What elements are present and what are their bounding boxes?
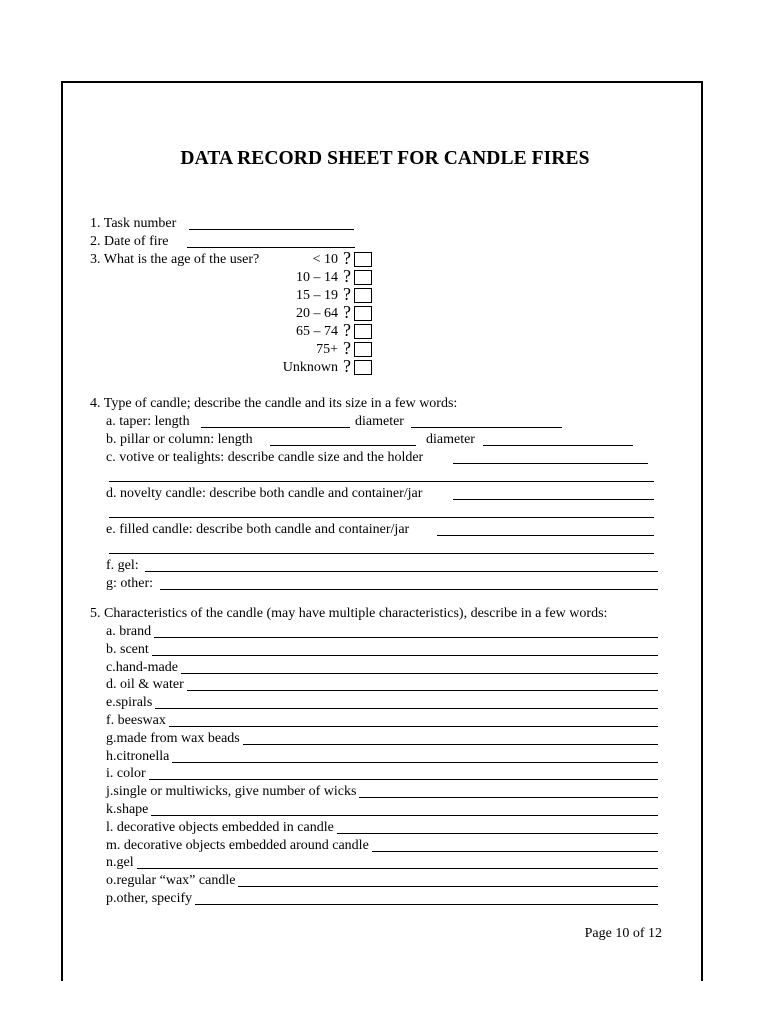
characteristic-blank[interactable] [137, 868, 658, 869]
characteristic-label: f. beeswax [106, 713, 166, 728]
date-of-fire-label: 2. Date of fire [90, 234, 169, 249]
page-number: Page 10 of 12 [584, 926, 662, 941]
characteristic-blank[interactable] [181, 673, 658, 674]
pillar-diameter-blank[interactable] [483, 445, 633, 446]
age-checkbox[interactable] [354, 288, 372, 303]
taper-length-blank[interactable] [201, 427, 350, 428]
characteristic-blank[interactable] [149, 779, 658, 780]
characteristic-blank[interactable] [151, 815, 658, 816]
age-question-mark: ? [343, 356, 351, 376]
novelty-label: d. novelty candle: describe both candle and container/jar [106, 486, 423, 501]
characteristic-label: l. decorative objects embedded in candle [106, 819, 334, 835]
age-option-label: 75+ [316, 342, 338, 357]
age-option-label: 15 – 19 [296, 288, 338, 303]
age-question-mark: ? [343, 338, 351, 358]
age-checkbox[interactable] [354, 306, 372, 321]
characteristic-blank[interactable] [195, 904, 658, 905]
characteristic-label: h.citronella [106, 748, 170, 764]
age-checkbox[interactable] [354, 324, 372, 339]
characteristic-label: m. decorative objects embedded around candle [106, 837, 369, 853]
characteristic-blank[interactable] [337, 833, 658, 834]
characteristic-label: o.regular “wax” candle [106, 873, 236, 889]
characteristic-label: c.hand-made [106, 659, 178, 675]
age-option-label: < 10 [312, 252, 338, 267]
characteristic-label: g.made from wax beads [106, 730, 240, 746]
gel-label: f. gel: [106, 558, 139, 573]
characteristic-blank[interactable] [172, 762, 658, 763]
taper-length-label: a. taper: length [106, 414, 190, 429]
characteristic-blank[interactable] [187, 690, 658, 691]
age-option [212, 356, 372, 376]
candle-type-question: 4. Type of candle; describe the candle and its size in a few words: [90, 396, 458, 411]
characteristic-blank[interactable] [152, 655, 658, 656]
votive-blank[interactable] [453, 463, 648, 464]
age-checkbox[interactable] [354, 360, 372, 375]
votive-blank-continued[interactable] [109, 481, 654, 482]
votive-label: c. votive or tealights: describe candle size and the holder [106, 450, 424, 465]
date-of-fire-blank[interactable] [187, 247, 355, 248]
characteristic-blank[interactable] [155, 708, 658, 709]
characteristic-blank[interactable] [372, 851, 658, 852]
taper-diameter-blank[interactable] [411, 427, 562, 428]
characteristic-label: e.spirals [106, 695, 153, 711]
filled-blank[interactable] [437, 535, 654, 536]
age-checkbox[interactable] [354, 342, 372, 357]
characteristic-label: j.single or multiwicks, give number of wicks [106, 784, 357, 800]
characteristic-label: b. scent [106, 641, 149, 657]
age-checkbox[interactable] [354, 270, 372, 285]
task-number-blank[interactable] [189, 229, 354, 230]
age-option-label: 20 – 64 [296, 306, 338, 321]
characteristic-blank[interactable] [238, 886, 658, 887]
characteristic-label: p.other, specify [106, 891, 193, 906]
characteristic-blank[interactable] [243, 744, 658, 745]
age-option-label: Unknown [282, 360, 338, 375]
age-question-mark: ? [343, 284, 351, 304]
age-option-label: 10 – 14 [296, 270, 338, 285]
pillar-length-label: b. pillar or column: length [106, 432, 253, 447]
age-question-mark: ? [343, 302, 351, 322]
other-label: g: other: [106, 576, 154, 591]
characteristic-blank[interactable] [359, 797, 658, 798]
filled-label: e. filled candle: describe both candle and container/jar [106, 522, 410, 537]
characteristics-question: 5. Characteristics of the candle (may have multiple characteristics), describe in a few words: [90, 606, 608, 621]
taper-diameter-label: diameter [355, 414, 404, 429]
age-question-mark: ? [343, 248, 351, 268]
age-question-mark: ? [343, 320, 351, 340]
age-question-label: 3. What is the age of the user? [90, 252, 260, 267]
characteristic-blank[interactable] [154, 637, 658, 638]
characteristic-label: k.shape [106, 802, 149, 817]
gel-blank[interactable] [145, 571, 658, 572]
other-blank[interactable] [160, 589, 658, 590]
age-checkbox[interactable] [354, 252, 372, 267]
characteristic-label: i. color [106, 766, 146, 782]
characteristic-label: d. oil & water [106, 677, 184, 693]
novelty-blank[interactable] [453, 499, 654, 500]
pillar-diameter-label: diameter [426, 432, 475, 447]
characteristic-label: n.gel [106, 855, 134, 871]
filled-blank-continued[interactable] [109, 553, 654, 554]
characteristic-label: a. brand [106, 624, 152, 639]
task-number-label: 1. Task number [90, 216, 177, 231]
pillar-length-blank[interactable] [270, 445, 416, 446]
age-option-label: 65 – 74 [296, 324, 338, 339]
characteristic-blank[interactable] [169, 726, 658, 727]
novelty-blank-continued[interactable] [109, 517, 654, 518]
age-question-mark: ? [343, 266, 351, 286]
document-title: DATA RECORD SHEET FOR CANDLE FIRES [180, 148, 590, 169]
